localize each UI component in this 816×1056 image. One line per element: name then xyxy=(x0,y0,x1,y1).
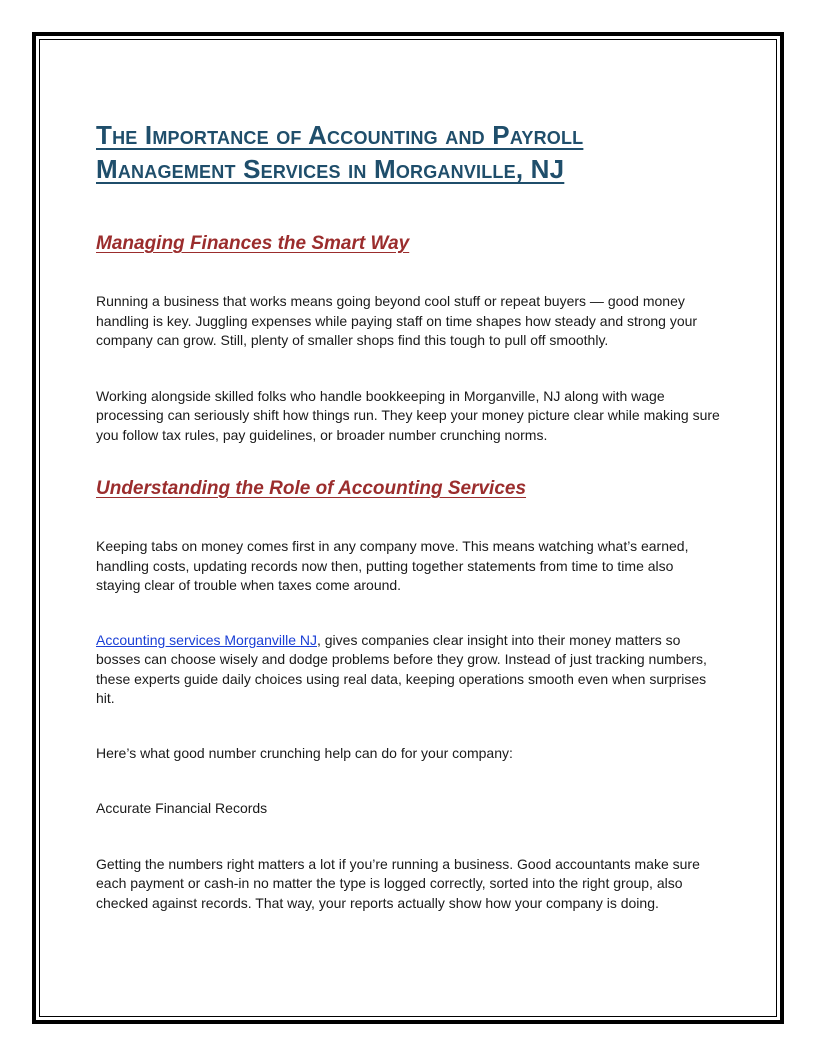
document-title-line2: Management Services in Morganville, NJ xyxy=(96,154,565,184)
paragraph-intro: Here’s what good number crunching help can do for your company: xyxy=(96,744,513,761)
paragraph-with-link xyxy=(96,631,720,709)
document-content xyxy=(96,118,720,913)
subheading-accurate-records: Accurate Financial Records xyxy=(96,800,268,816)
accounting-services-link[interactable]: Accounting services Morganville NJ xyxy=(96,631,317,648)
paragraph-text: , gives companies clear insight into their money matters so bosses can choose wisely and dodge problems before they grow. Instead of just tracking numbers, these experts guide daily choices using real data, keeping operations smooth even when surprises hit. xyxy=(96,631,707,706)
paragraph: Keeping tabs on money comes first in any company move. This means watching what’s earned, handling costs, updating records now then, putting together statements from time to time also staying clear of trouble when taxes come around. xyxy=(96,538,689,593)
document-title xyxy=(96,118,720,186)
paragraph: Working alongside skilled folks who handle bookkeeping in Morganville, NJ along with wage processing can seriously shift how things run. They keep your money picture clear while making sure you follow tax rules, pay guidelines, or broader number crunching norms. xyxy=(96,387,720,443)
paragraph: Getting the numbers right matters a lot if you’re running a business. Good accountants make sure each payment or cash-in no matter the type is logged correctly, sorted into the right group, also checked against records. That way, your reports actually show how your company is doing. xyxy=(96,855,700,911)
paragraph: Running a business that works means going beyond cool stuff or repeat buyers — good money handling is key. Juggling expenses while paying staff on time shapes how steady and strong your company can grow. Still, plenty of smaller shops find this tough to pull off smoothly. xyxy=(96,293,698,348)
document-title-line1: The Importance of Accounting and Payroll xyxy=(96,120,584,150)
section-heading-accounting-role: Understanding the Role of Accounting Services xyxy=(96,478,527,499)
section-heading-managing-finances: Managing Finances the Smart Way xyxy=(96,233,410,254)
